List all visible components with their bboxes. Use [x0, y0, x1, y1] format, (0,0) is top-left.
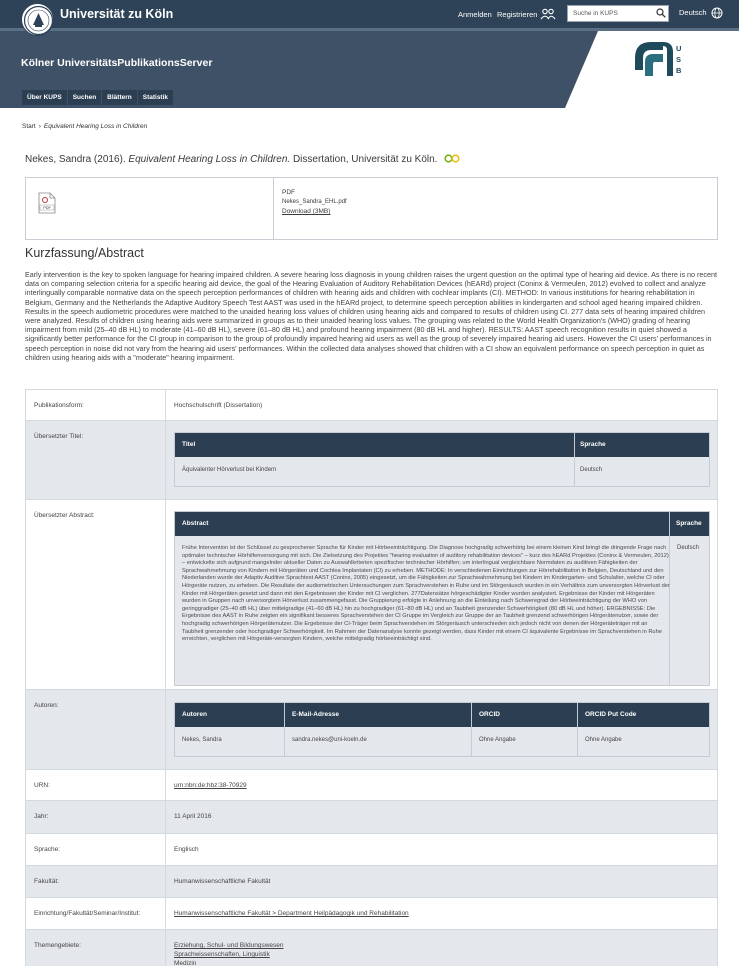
label-translated-abstract: Übersetzter Abstract: [26, 500, 166, 689]
label-publication-form: Publikationsform: [26, 390, 166, 420]
row-urn [25, 770, 718, 801]
header-abstract-language: Sprache [676, 520, 702, 527]
university-seal-logo[interactable] [21, 3, 54, 36]
usb-logo[interactable] [633, 40, 689, 78]
citation-rest: Dissertation, Universität zu Köln. [292, 154, 438, 165]
citation-title: Equivalent Hearing Loss in Children. [128, 154, 291, 165]
header-abstract: Abstract [182, 520, 209, 527]
label-topics: Themengebiete: [26, 930, 166, 966]
urn-link[interactable]: urn:nbn:de:hbz:38-70929 [174, 782, 247, 789]
label-language: Sprache: [26, 834, 166, 865]
abstract-text: Early intervention is the key to spoken language for hearing impaired children. A severe hearing loss diagnosis in young children raises the urgent question on the optimal type of hearing aid device. As there is no recent data on comparing selection criteria for a specific hearing aid device, the goal of the Hearing Evaluation of Auditory Rehabilitation Devices (hEARd) project (Coninx & Vermeulen, 2012) evolved to collect and analyze interlingually comparable normative data on the speech perception performances of children with hearing aids and children with cochlear implants (CI). METHOD: In various institutions for hearing rehabilitation in Belgium, Germany and the Netherlands the Adaptive Auditory Speech Test AAST was used in the hEARd project, to determine speech perception abilities in kindergarten and school aged hearing impaired children. Results in the speech audiometric procedures were matched to the unaided hearing loss values of children using hearing aids and compared to results of children using CI. 277 data sets of hearing impaired children were analyzed. Results of children using hearing aids were summarized in groups as to their unaided hearing loss values. The grouping was related to the World Health Organization's (WHO) grading of hearing impairment from mild (25–40 dB HL) to moderate (41–60 dB HL), severe (61–80 dB HL) and profound hearing impairment (80 dB HL and higher). RESULTS: AAST speech recognition results in quiet showed a significantly better performance for the CI group in comparison to the group of profoundly impaired hearing aid users as well as the group of severely impaired hearing aid users. However the CI users' performances in speech perception in noise did not vary from the hearing aid users' performances. Within the collected data analyses showed that children with a CI show an equivalent performance on speech perception in quiet as children using hearing aids with a "moderate" hearing impairment. [25, 270, 718, 362]
server-title[interactable]: Kölner UniversitätsPublikationsServer [21, 57, 213, 69]
breadcrumb [22, 123, 147, 130]
row-translated-title [25, 421, 718, 500]
translated-abstract-language: Deutsch [677, 545, 700, 551]
row-translated-abstract [25, 500, 718, 690]
label-faculty: Fakultät: [26, 866, 166, 897]
nav-statistics[interactable]: Statistik [138, 90, 173, 105]
authors-table [174, 702, 710, 757]
nav-about[interactable]: Über KUPS [22, 90, 67, 105]
column-divider [577, 703, 578, 756]
row-publication-form [25, 389, 718, 421]
login-link[interactable]: Anmelden [458, 10, 492, 19]
language-selector[interactable]: Deutsch [679, 8, 707, 17]
row-institution [25, 898, 718, 930]
translated-title-header [175, 433, 709, 457]
header-author: Autoren [182, 711, 207, 718]
svg-text:U: U [676, 44, 682, 53]
column-divider [471, 703, 472, 756]
translated-abstract-header [175, 512, 709, 536]
label-authors: Autoren: [26, 690, 166, 769]
download-link[interactable]: Download (3MB) [282, 208, 331, 215]
header-orcid: ORCID [479, 711, 500, 718]
breadcrumb-current: Equivalent Hearing Loss in Children [43, 123, 148, 130]
header-language: Sprache [580, 441, 606, 448]
topic-link[interactable]: Sprachwissenschaften, Linguistik [174, 951, 270, 958]
row-topics [25, 930, 718, 966]
value-publication-form: Hochschulschrift (Dissertation) [174, 402, 263, 409]
document-box [25, 177, 718, 240]
file-name: Nekes_Sandra_EHL.pdf [282, 199, 347, 205]
header-email: E-Mail-Adresse [292, 711, 339, 718]
header-title: Titel [182, 441, 196, 448]
author-orcid-put-code: Ohne Angabe [585, 737, 622, 743]
row-faculty [25, 866, 718, 898]
header-orcid-put-code: ORCID Put Code [585, 711, 637, 718]
institution-link[interactable]: Humanwissenschaftliche Fakultät > Department Heilpädagogik und Rehabilitation [174, 910, 409, 917]
pdf-icon-label: PDF [43, 206, 51, 211]
value-faculty: Humanwissenschaftliche Fakultät [174, 878, 271, 885]
open-access-icon [444, 154, 460, 163]
translated-title-table [174, 432, 710, 487]
row-authors [25, 690, 718, 770]
svg-text:B: B [676, 66, 682, 75]
translated-abstract-table [174, 511, 710, 686]
label-year: Jahr: [26, 801, 166, 833]
value-year: 11 April 2016 [174, 813, 212, 820]
citation [25, 154, 460, 165]
column-divider [284, 703, 285, 756]
search-icon[interactable] [656, 8, 666, 18]
topic-link[interactable]: Medizin [174, 960, 197, 966]
translated-title-value: Äquivalenter Hörverlust bei Kindern [182, 467, 277, 473]
search-input[interactable]: Suche in KUPS [567, 5, 669, 22]
translated-title-language: Deutsch [580, 467, 603, 473]
document-divider [273, 177, 274, 240]
author-email[interactable]: sandra.nekes@uni-koeln.de [292, 737, 367, 743]
column-divider [574, 433, 575, 486]
citation-author-year: Nekes, Sandra (2016). [25, 154, 126, 165]
nav-browse[interactable]: Blättern [102, 90, 137, 105]
label-translated-title: Übersetzter Titel: [26, 421, 166, 499]
file-type: PDF [282, 189, 295, 196]
abstract-heading: Kurzfassung/Abstract [25, 246, 144, 260]
row-language [25, 834, 718, 866]
label-urn: URN: [26, 770, 166, 800]
nav-search[interactable]: Suchen [68, 90, 101, 105]
globe-icon[interactable] [711, 7, 723, 19]
author-orcid: Ohne Angabe [479, 737, 516, 743]
topic-link[interactable]: Erziehung, Schul- und Bildungswesen [174, 942, 284, 949]
translated-abstract-value: Frühe Intervention ist der Schlüssel zu gesprochener Sprache für Kinder mit Hörbeeinträchtigung. Die Diagnose hochgradig schwerhörig bei einem kleinen Kind bringt die dringende Frage nach optimaler technischer Hörhilfenversorgung mit sich. Die Zielsetzung des Projektes "hearing evaluation of auditory rehabilitation devices" – kurz des hEARd Projektes (Coninx & Vermeulen, 2012) – entwickelte sich aufgrund mangelnder aktueller Daten zu Auswahlkriterien spezifischer technischer Hörhilfen; um interlingual vergleichbare Normdaten zu auditiven Fähigkeiten der Sprachwahrnehmung von Kindern mit Hörgeräten und Cochlea Implantaten (CI) zu erheben. METHODE: In verschiedenen Einrichtungen zur Hörrehabilitation in Belgien, Deutschland und den Niederlanden wurde der Adaptiv Auditive Sprachtest AAST (Coninx, 2005) eingesetzt, um die Fähigkeiten zur Sprachwahrnehmung bei Kindern im Kindergarten- und Schulalter, welche CI oder Hörgeräte nutzen, zu erheben. Die Resultate der audiometrischen Untersuchungen zum Sprachverstehen in Ruhe und im Störgeräusch wurden in ein Verhältnis zum unversorgten Hörverlust der Kinder mit Hörgeräten gesetzt und dann mit den Ergebnissen der Kinder mit CI verglichen. 277Datensätze hörgeschädigter Kinder wurden analysiert. Ergebnisse der Kinder mit Hörgeräten wurden in Gruppen nach unversorgtem Hörverlust zusammengefasst. Die Gruppierung erfolgte in Anlehnung an die Einteilung nach Schweregrad der Hörbeeinträchtigung der WHO von geringgradiger (25–40 dB HL) über mittelgradige (41–60 dB HL) hin zu hochgradiger (61–80 dB HL) und an Taubheit grenzender Schwerhörigkeit (80 dB HL und höher). ERGEBNISSE: Die Ergebnisse des AAST in Ruhe zeigten ein signifikant besseres Sprachverstehen der CI Gruppe im Vergleich zur Gruppe der an Taubheit grenzend schwerhörigen Hörgerätenutzer, sowie der hochgradig schwerhörigen Hörgerätenutzer. Die Ergebnisse der CI-Träger beim Sprachverstehen im Störgeräusch unterschieden sich jedoch nicht von denen der Hörgeräteträger mit an Taubheit grenzender oder hochgradiger Schwerhörigkeit. Im Rahmen der Datenanalyse konnte gezeigt werden, dass Kinder mit einem CI äquivalente Ergebnisse im Sprachverstehen in Ruhe erreichten, verglichen mit Hörgeräte-versorgten Kindern, welche mittelgradig hörbeeinträchtigt sind. [182, 545, 670, 643]
users-icon[interactable] [540, 8, 556, 20]
breadcrumb-start[interactable]: Start [22, 123, 36, 130]
value-language: Englisch [174, 846, 199, 853]
row-year [25, 801, 718, 834]
authors-header [175, 703, 709, 727]
university-name[interactable]: Universität zu Köln [60, 7, 174, 21]
main-nav [22, 90, 174, 105]
label-institution: Einrichtung/Fakultät/Seminar/Institut: [26, 898, 166, 929]
pdf-file-icon[interactable] [38, 192, 56, 214]
svg-text:S: S [676, 55, 682, 64]
chevron-right-icon: › [38, 123, 41, 130]
register-link[interactable]: Registrieren [497, 10, 538, 19]
author-name: Nekes, Sandra [182, 737, 222, 743]
